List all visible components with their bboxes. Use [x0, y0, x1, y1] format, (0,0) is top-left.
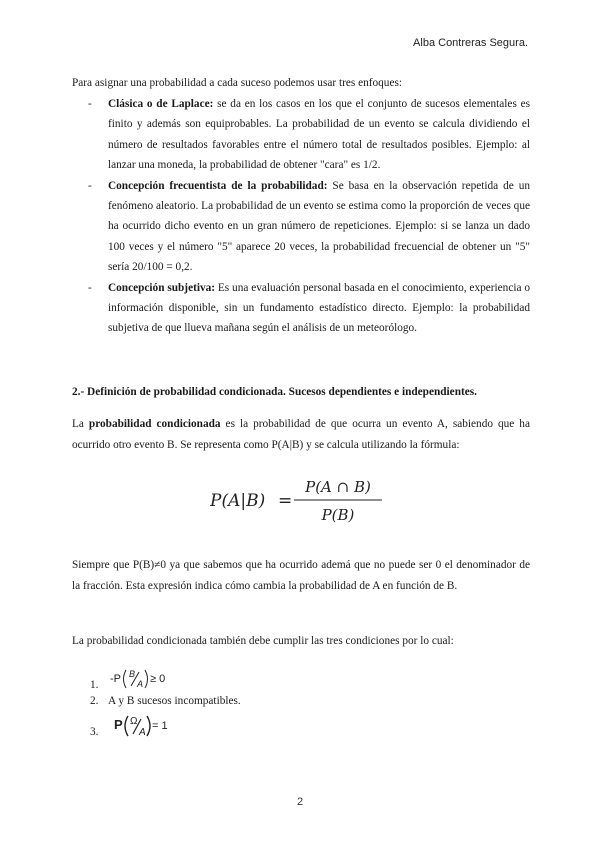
condition-number: 1. [90, 679, 99, 691]
condition-3-math [110, 713, 172, 739]
math-relation: = 1 [152, 720, 168, 732]
approach-classical [72, 94, 530, 176]
intro-text: Para asignar una probabilidad a cada suceso podemos usar tres enfoques: [72, 77, 403, 89]
math-prefix: -P [110, 673, 121, 685]
paragraph-explanation: Siempre que P(B)≠0 ya que sabemos que ha ocurrido ademá que no puede ser 0 el denominador de la fracción. Esta expresión indica cómo cambia la probabilidad de A en función de B. [72, 559, 530, 592]
condition-number: 3. [90, 726, 99, 738]
paragraph-conditions-intro: La probabilidad condicionada también debe cumplir las tres condiciones por lo cual: [72, 635, 454, 647]
approach-term: Clásica o de Laplace: [108, 98, 214, 110]
condition-1-math [110, 666, 172, 692]
condition-number: 2. [90, 695, 99, 707]
approach-frequentist [72, 176, 530, 278]
formula-denominator: P(B) [321, 506, 355, 524]
paren-close [147, 716, 150, 736]
condition-item-1 [90, 679, 108, 691]
approach-text: Es una evaluación personal basada en el conocimiento, experiencia o información disponible, sin un fundamento estadístico directo. Ejemplo: la probabilidad subjetiva de que llueva mañana según el análisis de un meteorólogo. [108, 281, 530, 335]
math-prefix: P [114, 717, 123, 732]
paragraph-text: La [72, 418, 89, 430]
approach-term: Concepción frecuentista de la probabilidad: [108, 179, 328, 192]
math-denominator: A [139, 727, 146, 738]
condition-item-2 [90, 695, 241, 707]
conditional-probability-formula [210, 474, 390, 530]
paragraph-text: es la probabilidad de que ocurra un evento A, sabiendo que ha ocurrido otro evento B. Se representa como P(A|B) y se calcula utilizando la fórmula: [72, 418, 530, 451]
page-number: 2 [296, 796, 304, 808]
formula-lhs: P(A|B) [210, 491, 266, 511]
formula-numerator: P(A ∩ B) [305, 478, 371, 496]
condition-item-3 [90, 726, 108, 738]
approach-text: Se basa en la observación repetida de un fenómeno aleatorio. La probabilidad de un evento se estima como la proporción de veces que ha ocurrido dicho evento en un gran número de repeticiones. Ejemplo: si se lanza un dado 100 veces y el número "5" aparece 20 veces, la probabilidad frecuencial de obtener un "5" sería 20/100 = 0,2. [108, 179, 530, 274]
condition-text: A y B sucesos incompatibles. [108, 695, 241, 707]
paragraph-definition [72, 414, 530, 456]
approach-text: se da en los casos en los que el conjunto de sucesos elementales es finito y además son equiprobables. La probabilidad de un evento se calcula dividiendo el número de resultados favorables entre el número total de resultados posibles. Ejemplo: al lanzar una moneda, la probabilidad de obtener "cara" es 1/2. [108, 98, 530, 172]
formula-equals: = [278, 491, 293, 511]
header-author: Alba Contreras Segura. [413, 37, 528, 49]
paren-open [125, 716, 128, 736]
paragraph-term: probabilidad condicionada [88, 418, 221, 430]
list-dash: - [88, 281, 92, 294]
approach-term: Concepción subjetiva: [108, 281, 216, 294]
math-denominator: A [137, 679, 144, 689]
section-title: 2.- Definición de probabilidad condicionada. Sucesos dependientes e independientes. [72, 386, 477, 398]
approaches-list [72, 94, 530, 339]
paren-open [124, 670, 127, 688]
paren-close [145, 670, 148, 688]
math-numerator: Ω [130, 716, 138, 727]
math-numerator: B [129, 669, 136, 679]
approach-subjective [72, 278, 530, 339]
list-dash: - [88, 98, 92, 110]
list-dash: - [88, 179, 92, 192]
math-relation: ≥ 0 [150, 673, 166, 685]
